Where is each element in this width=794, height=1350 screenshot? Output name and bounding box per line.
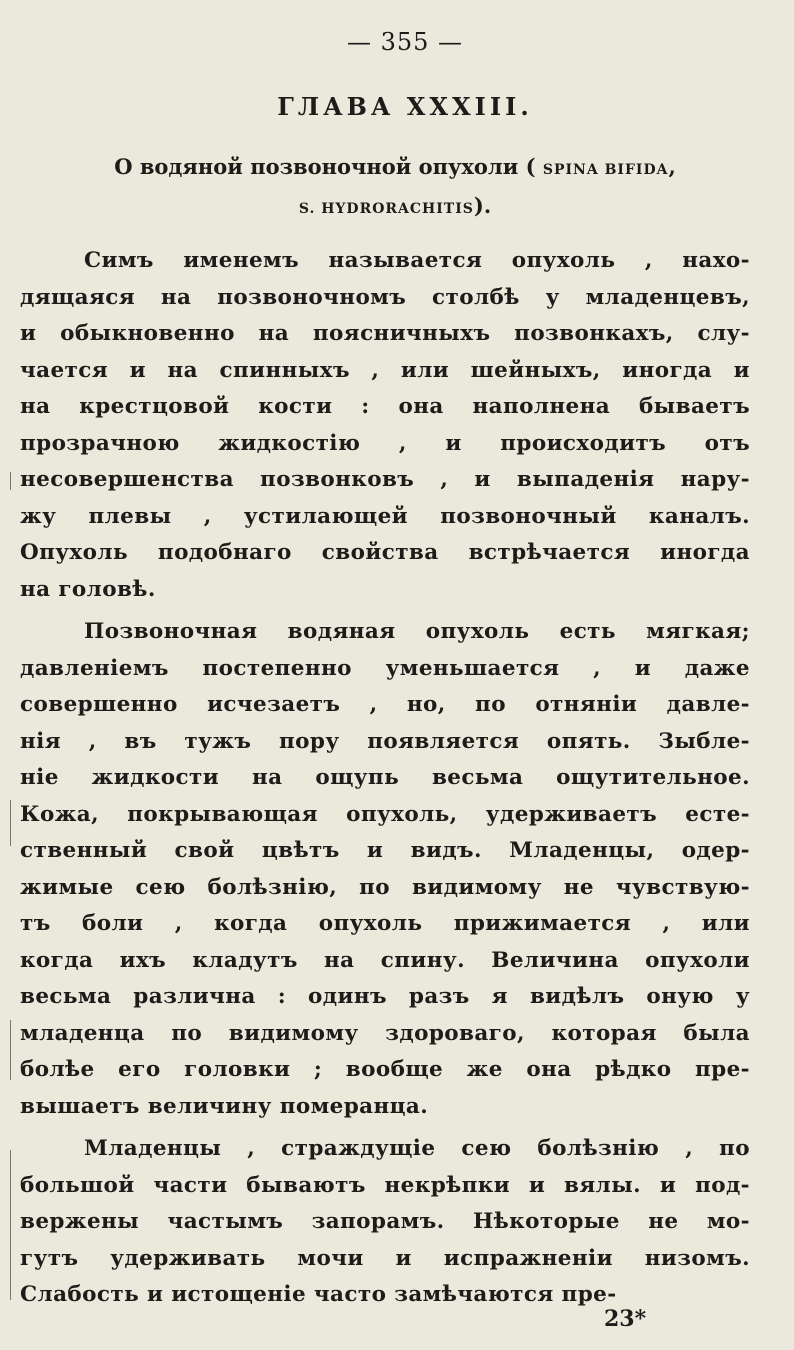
printer-signature: 23* xyxy=(604,1306,647,1332)
subtitle-comma: , xyxy=(668,154,676,179)
text-line: жимые сею болѣзнію, по видимому не чувствую- xyxy=(20,874,750,900)
text-line: Слабость и истощеніе часто замѣчаются пре- xyxy=(20,1282,617,1307)
text-line: нія , въ тужъ пору появляется опять. Зыбле- xyxy=(20,728,750,754)
text-line: на головѣ. xyxy=(20,576,156,602)
chapter-title: ГЛАВА XXXIII. xyxy=(277,92,533,121)
text-line: гутъ удерживать мочи и испражненіи низомъ. xyxy=(20,1245,750,1271)
margin-mark xyxy=(10,1150,11,1300)
margin-mark xyxy=(10,472,11,490)
text-line: Позвоночная водяная опухоль есть мягкая; xyxy=(84,619,750,644)
text-line: ніе жидкости на ощупь весьма ощутительное. xyxy=(20,765,750,790)
text-line: прозрачною жидкостію , и происходитъ отъ xyxy=(20,430,750,456)
text-line: на крестцовой кости : она наполнена бываетъ xyxy=(20,394,750,419)
margin-mark xyxy=(10,800,11,846)
text-line: весьма различна : одинъ разъ я видѣлъ оную у xyxy=(20,984,750,1009)
subtitle-latin-2: S. HYDRORACHITIS xyxy=(298,201,474,217)
text-line: давленіемъ постепенно уменьшается , и даже xyxy=(20,655,750,681)
text-line: чается и на спинныхъ , или шейныхъ, иногда и xyxy=(20,357,750,383)
text-line: и обыкновенно на поясничныхъ позвонкахъ, слу- xyxy=(20,321,750,346)
text-line: болѣе его головки ; вообще же она рѣдко пре- xyxy=(20,1057,750,1082)
subtitle-text: О водяной позвоночной опухоли ( xyxy=(114,154,536,179)
margin-mark xyxy=(10,1020,11,1080)
text-line: младенца по видимому здороваго, которая была xyxy=(20,1020,750,1046)
text-line: ственный свой цвѣтъ и видъ. Младенцы, одер- xyxy=(20,838,750,863)
text-line: Симъ именемъ называется опухоль , нахо- xyxy=(84,248,750,273)
paragraph xyxy=(20,1131,750,1314)
text-line: дящаяся на позвоночномъ столбѣ у младенцевъ, xyxy=(20,284,750,310)
chapter-subtitle xyxy=(20,149,750,227)
text-line: совершенно исчезаетъ , но, по отняніи давле- xyxy=(20,692,750,717)
text-line: жу плевы , устилающей позвоночный каналъ. xyxy=(20,503,750,529)
text-line: когда ихъ кладутъ на спину. Величина опухоли xyxy=(20,947,750,973)
text-line: тъ боли , когда опухоль прижимается , или xyxy=(20,911,750,936)
paragraph xyxy=(20,614,750,1125)
text-line: вышаетъ величину померанца. xyxy=(20,1093,429,1119)
body-text xyxy=(20,243,750,1314)
subtitle-close: ). xyxy=(473,193,492,218)
paragraph xyxy=(20,243,750,608)
text-line: Младенцы , страждущіе сею болѣзнію , по xyxy=(84,1136,750,1161)
text-line: Опухоль подобнаго свойства встрѣчается иногда xyxy=(20,540,750,565)
text-line: Кожа, покрывающая опухоль, удерживаетъ есте- xyxy=(20,801,750,827)
page-number: — 355 — xyxy=(346,28,464,56)
subtitle-latin-1: SPINA BIFIDA xyxy=(542,162,669,178)
text-line: несовершенства позвонковъ , и выпаденія нару- xyxy=(20,467,750,492)
text-line: вержены частымъ запорамъ. Нѣкоторые не мо- xyxy=(20,1209,750,1234)
text-line: большой части бываютъ некрѣпки и вялы. и под- xyxy=(20,1172,750,1198)
